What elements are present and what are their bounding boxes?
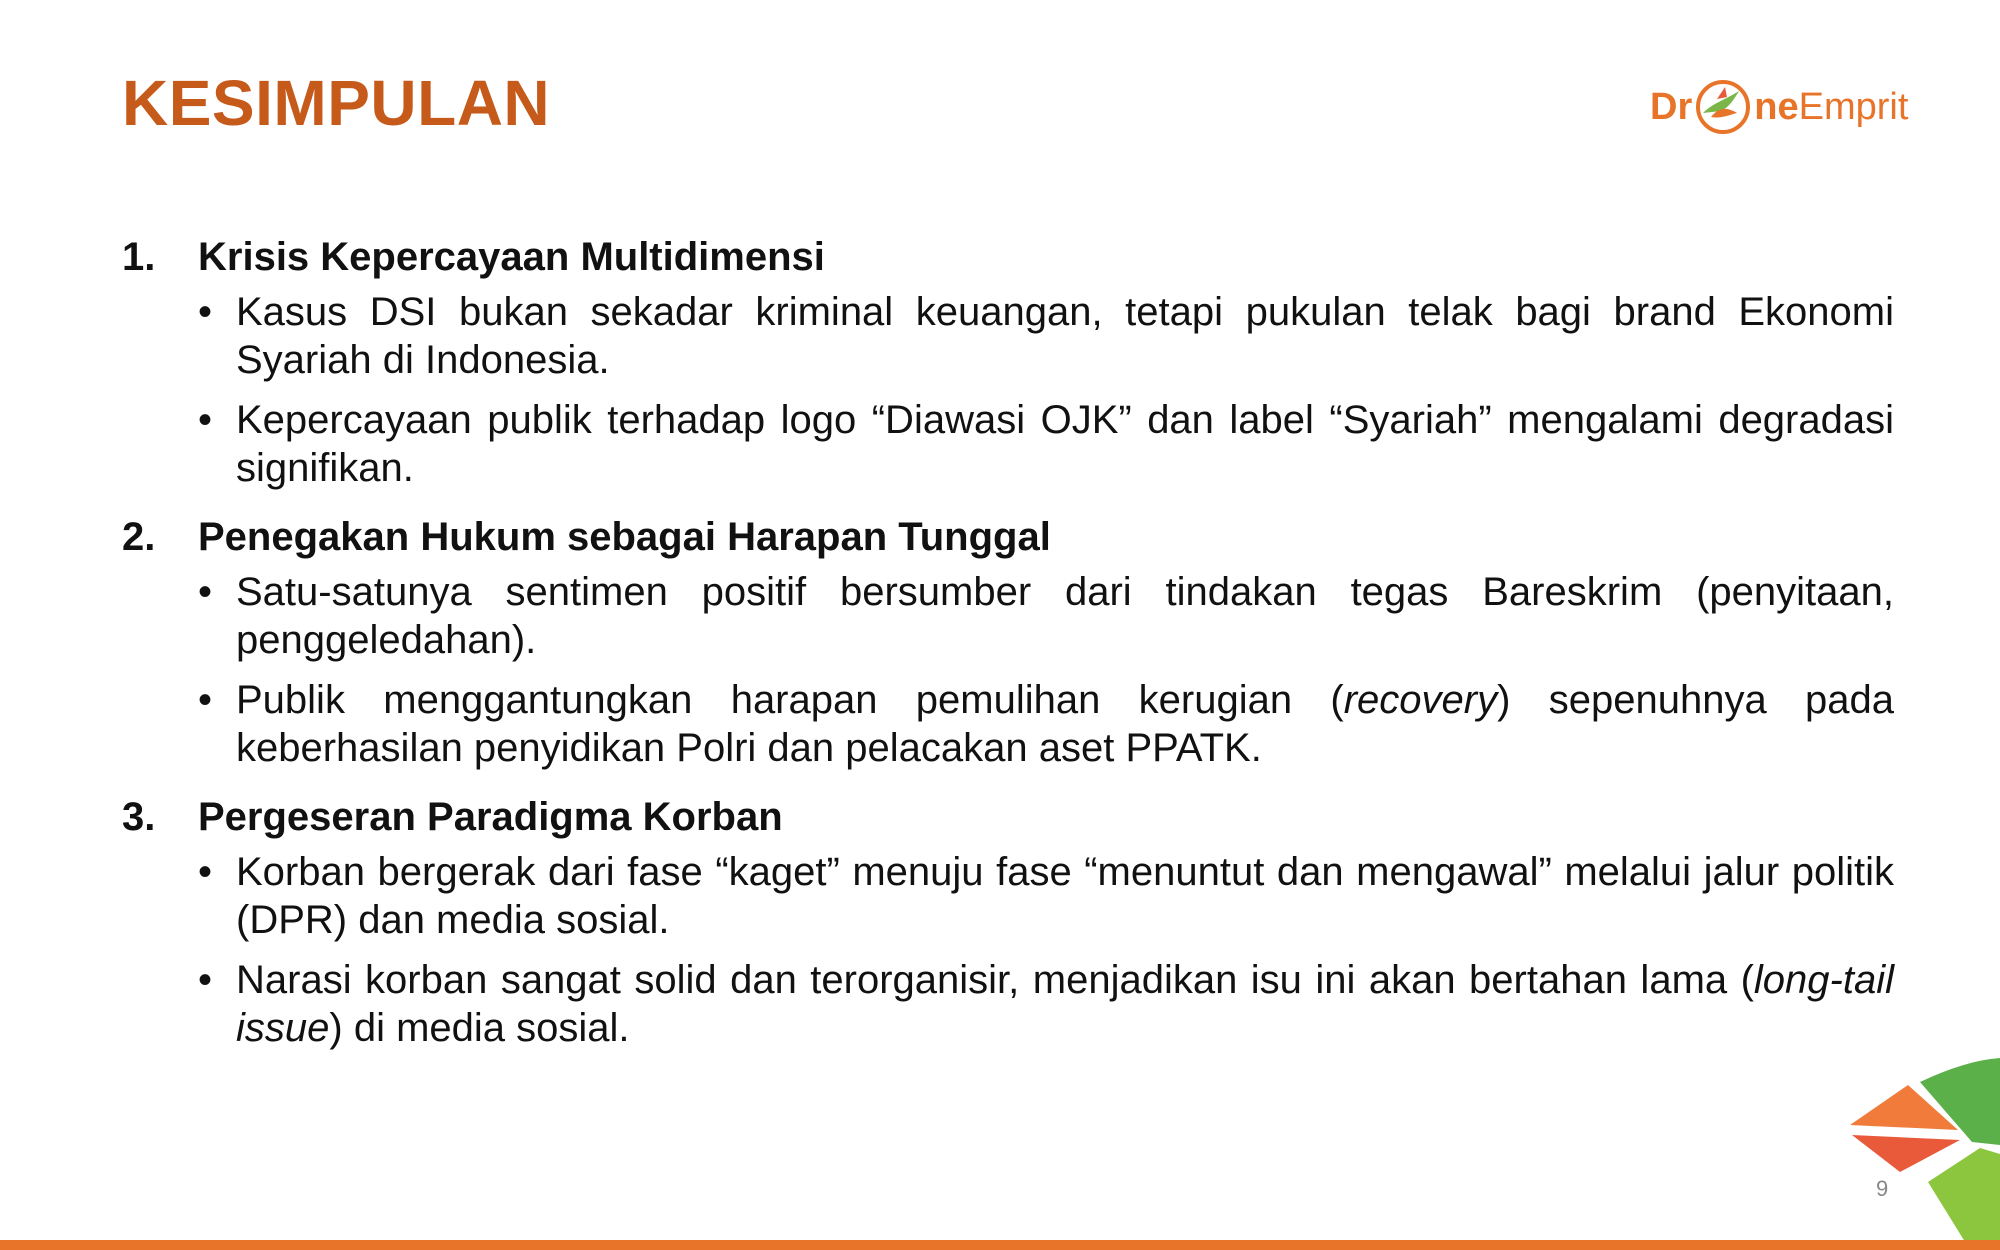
bullet-item — [122, 288, 1894, 384]
bullet-text: Kasus DSI bukan sekadar kriminal keuangan, tetapi pukulan telak bagi brand Ekonomi Syariah di Indonesia. — [236, 290, 1894, 382]
section-title: Krisis Kepercayaan Multidimensi — [198, 235, 825, 279]
bullet-list — [122, 568, 1894, 772]
bullet-dot: • — [198, 290, 213, 334]
bullet-text: Korban bergerak dari fase “kaget” menuju fase “menuntut dan mengawal” melalui jalur politik (DPR) dan media sosial. — [236, 850, 1894, 942]
bullet-text — [236, 958, 1894, 1050]
bullet-item — [122, 848, 1894, 944]
bullet-text-part: ) sepenuhnya pada keberhasilan penyidikan Polri dan pelacakan aset PPATK. — [236, 678, 1895, 770]
section-number: 1. — [122, 235, 156, 279]
bullet-dot: • — [198, 678, 213, 722]
section-2 — [122, 510, 1894, 772]
deco-green-shape-top — [1920, 1058, 2000, 1145]
bullet-item — [122, 676, 1894, 772]
logo-text-emprit: Emprit — [1798, 85, 1909, 128]
conclusion-list — [122, 230, 1894, 1070]
bullet-dot: • — [198, 850, 213, 894]
section-heading — [122, 790, 1894, 844]
bullet-dot: • — [198, 958, 213, 1002]
bullet-item — [122, 568, 1894, 664]
bullet-list — [122, 288, 1894, 492]
bullet-text-italic: recovery — [1343, 678, 1498, 722]
section-3 — [122, 790, 1894, 1052]
bullet-text-part: ) di media sosial. — [329, 1006, 630, 1050]
bottom-accent-bar — [0, 1240, 2000, 1250]
section-title: Pergeseran Paradigma Korban — [198, 795, 783, 839]
corner-decoration — [1840, 1050, 2000, 1250]
bullet-item — [122, 396, 1894, 492]
bullet-text-italic: long-tail issue — [236, 958, 1894, 1050]
bullet-text: Kepercayaan publik terhadap logo “Diawasi OJK” dan label “Syariah” mengalami degradasi signifikan. — [236, 398, 1894, 490]
bullet-dot: • — [198, 398, 213, 442]
page-number: 9 — [1876, 1176, 1889, 1201]
bird-in-circle-icon — [1693, 77, 1753, 137]
bullet-text-part: Narasi korban sangat solid dan terorganisir, menjadikan isu ini akan bertahan lama ( — [236, 958, 1754, 1002]
section-heading — [122, 230, 1894, 284]
bullet-dot: • — [198, 570, 213, 614]
section-1 — [122, 230, 1894, 492]
drone-emprit-logo — [1650, 72, 1908, 142]
bullet-text — [236, 678, 1894, 770]
section-number: 3. — [122, 795, 156, 839]
bullet-item — [122, 956, 1894, 1052]
bullet-text: Satu-satunya sentimen positif bersumber dari tindakan tegas Bareskrim (penyitaan, penggeledahan). — [236, 570, 1894, 662]
section-title: Penegakan Hukum sebagai Harapan Tunggal — [198, 515, 1051, 559]
logo-text-dr: Dr — [1650, 85, 1693, 128]
section-heading — [122, 510, 1894, 564]
logo-text-ne: ne — [1754, 85, 1799, 128]
bullet-text-part: Publik menggantungkan harapan pemulihan kerugian ( — [236, 678, 1344, 722]
bullet-list — [122, 848, 1894, 1052]
deco-red-shape-bottom — [1852, 1135, 1960, 1172]
section-number: 2. — [122, 515, 156, 559]
slide-title: KESIMPULAN — [122, 67, 551, 139]
deco-green-shape-bottom — [1928, 1148, 2000, 1250]
